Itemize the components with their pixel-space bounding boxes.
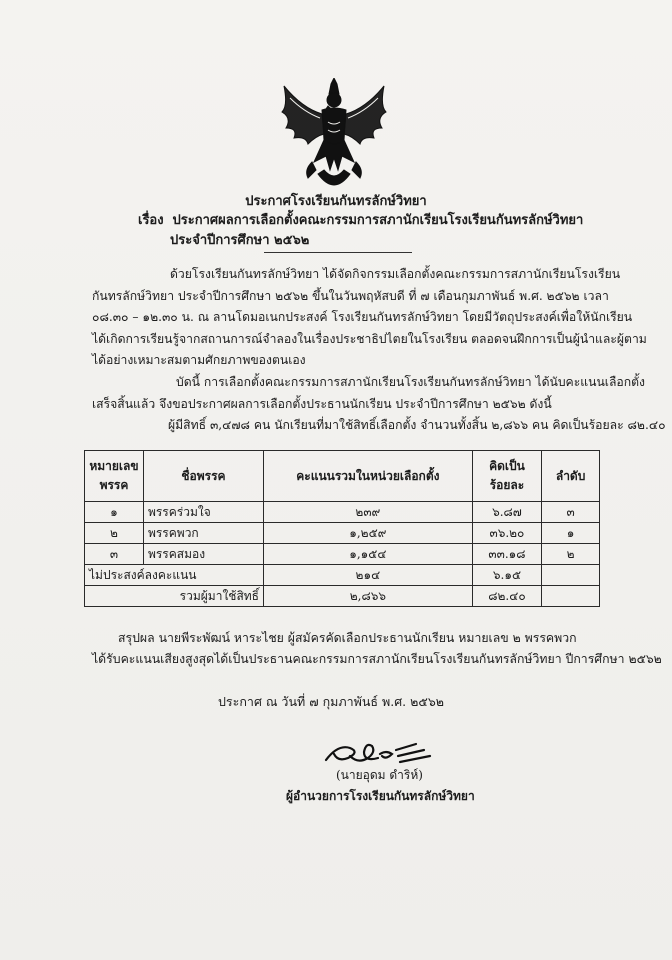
document-title: ประกาศโรงเรียนกันทรลักษ์วิทยา (245, 194, 427, 209)
abstain-label: ไม่ประสงค์ลงคะแนน (85, 565, 264, 586)
total-label: รวมผู้มาใช้สิทธิ์ (85, 586, 264, 607)
subject-row (138, 209, 583, 230)
party-rank: ๒ (542, 544, 600, 565)
party-rank: ๑ (542, 523, 600, 544)
total-row (85, 586, 600, 607)
header-party-number: หมายเลข พรรค (85, 451, 144, 502)
paragraph-line: ๐๘.๓๐ – ๑๒.๓๐ น. ณ ลานโดมอเนกประสงค์ โรงเรียนกันทรลักษ์วิทยา โดยมีวัตถุประสงค์เพื่อให้นักเรียน (92, 310, 633, 324)
party-percent: ๖.๘๗ (472, 502, 542, 523)
party-name: พรรคสมอง (143, 544, 263, 565)
paragraph-line: ได้เกิดการเรียนรู้จากสถานการณ์จำลองในเรื่องประชาธิปไตยในโรงเรียน ตลอดจนฝึกการเป็นผู้นำและผู้ตาม (92, 331, 647, 346)
paragraph-line: ได้อย่างเหมาะสมตามศักยภาพของตนเอง (92, 353, 306, 367)
party-votes: ๑,๑๕๔ (264, 544, 473, 565)
announcement-date: ประกาศ ณ วันที่ ๗ กุมภาพันธ์ พ.ศ. ๒๕๖๒ (218, 694, 445, 709)
summary-paragraph (92, 628, 662, 670)
table-header-row (85, 451, 600, 502)
result-paragraph (92, 372, 666, 437)
total-percent: ๘๒.๔๐ (472, 586, 542, 607)
intro-paragraph (92, 264, 647, 372)
party-percent: ๓๓.๑๘ (472, 544, 542, 565)
paragraph-line: ผู้มีสิทธิ์ ๓,๔๗๘ คน นักเรียนที่มาใช้สิทธิ์เลือกตั้ง จำนวนทั้งสิ้น ๒,๘๖๖ คน คิดเป็นร้อยละ ๘๒.๔๐ (168, 418, 666, 432)
table-row (85, 544, 600, 565)
party-percent: ๓๖.๒๐ (472, 523, 542, 544)
results-table (84, 450, 600, 607)
abstain-votes: ๒๑๔ (264, 565, 473, 586)
subject-text: ประกาศผลการเลือกตั้งคณะกรรมการสภานักเรียนโรงเรียนกันทรลักษ์วิทยา (172, 213, 584, 228)
party-rank: ๓ (542, 502, 600, 523)
paragraph-line: ด้วยโรงเรียนกันทรลักษ์วิทยา ได้จัดกิจกรรมเลือกตั้งคณะกรรมการสภานักเรียนโรงเรียน (170, 267, 621, 281)
table-row (85, 523, 600, 544)
party-number: ๓ (85, 544, 144, 565)
party-number: ๒ (85, 523, 144, 544)
header-rank: ลำดับ (542, 451, 600, 502)
signer-position: ผู้อำนวยการโรงเรียนกันทรลักษ์วิทยา (286, 789, 475, 803)
paragraph-line: บัดนี้ การเลือกตั้งคณะกรรมการสภานักเรียนโรงเรียนกันทรลักษ์วิทยา ได้นับคะแนนเลือกตั้ง (176, 375, 645, 389)
paragraph-line: เสร็จสิ้นแล้ว จึงขอประกาศผลการเลือกตั้งประธานนักเรียน ประจำปีการศึกษา ๒๕๖๒ ดังนี้ (92, 396, 552, 411)
abstain-rank (542, 565, 600, 586)
subject-label: เรื่อง (138, 213, 164, 228)
table-row (85, 502, 600, 523)
party-number: ๑ (85, 502, 144, 523)
party-votes: ๑,๒๕๙ (264, 523, 473, 544)
summary-line: สรุปผล นายพีระพัฒน์ หาระไชย ผู้สมัครคัดเลือกประธานนักเรียน หมายเลข ๒ พรรคพวก (118, 631, 577, 645)
garuda-emblem-icon (278, 78, 390, 196)
party-name: พรรคร่วมใจ (143, 502, 263, 523)
total-votes: ๒,๘๖๖ (264, 586, 473, 607)
summary-line: ได้รับคะแนนเสียงสูงสุดได้เป็นประธานคณะกรรมการสภานักเรียนโรงเรียนกันทรลักษ์วิทยา ปีการศึกษา ๒๕๖๒ (92, 652, 662, 666)
party-votes: ๒๓๙ (264, 502, 473, 523)
abstain-percent: ๖.๑๕ (472, 565, 542, 586)
header-votes: คะแนนรวมในหน่วยเลือกตั้ง (264, 451, 473, 502)
party-name: พรรคพวก (143, 523, 263, 544)
paragraph-line: กันทรลักษ์วิทยา ประจำปีการศึกษา ๒๕๖๒ ขึ้นในวันพฤหัสบดี ที่ ๗ เดือนกุมภาพันธ์ พ.ศ. ๒๕๖๒ เวลา (92, 288, 609, 303)
signer-name: (นายอุดม ดำริห์) (336, 768, 423, 782)
header-party-name: ชื่อพรรค (143, 451, 263, 502)
abstain-row (85, 565, 600, 586)
header-percent: คิดเป็น ร้อยละ (472, 451, 542, 502)
subject-year: ประจำปีการศึกษา ๒๕๖๒ (170, 233, 310, 248)
total-rank (542, 586, 600, 607)
title-divider (264, 252, 412, 253)
